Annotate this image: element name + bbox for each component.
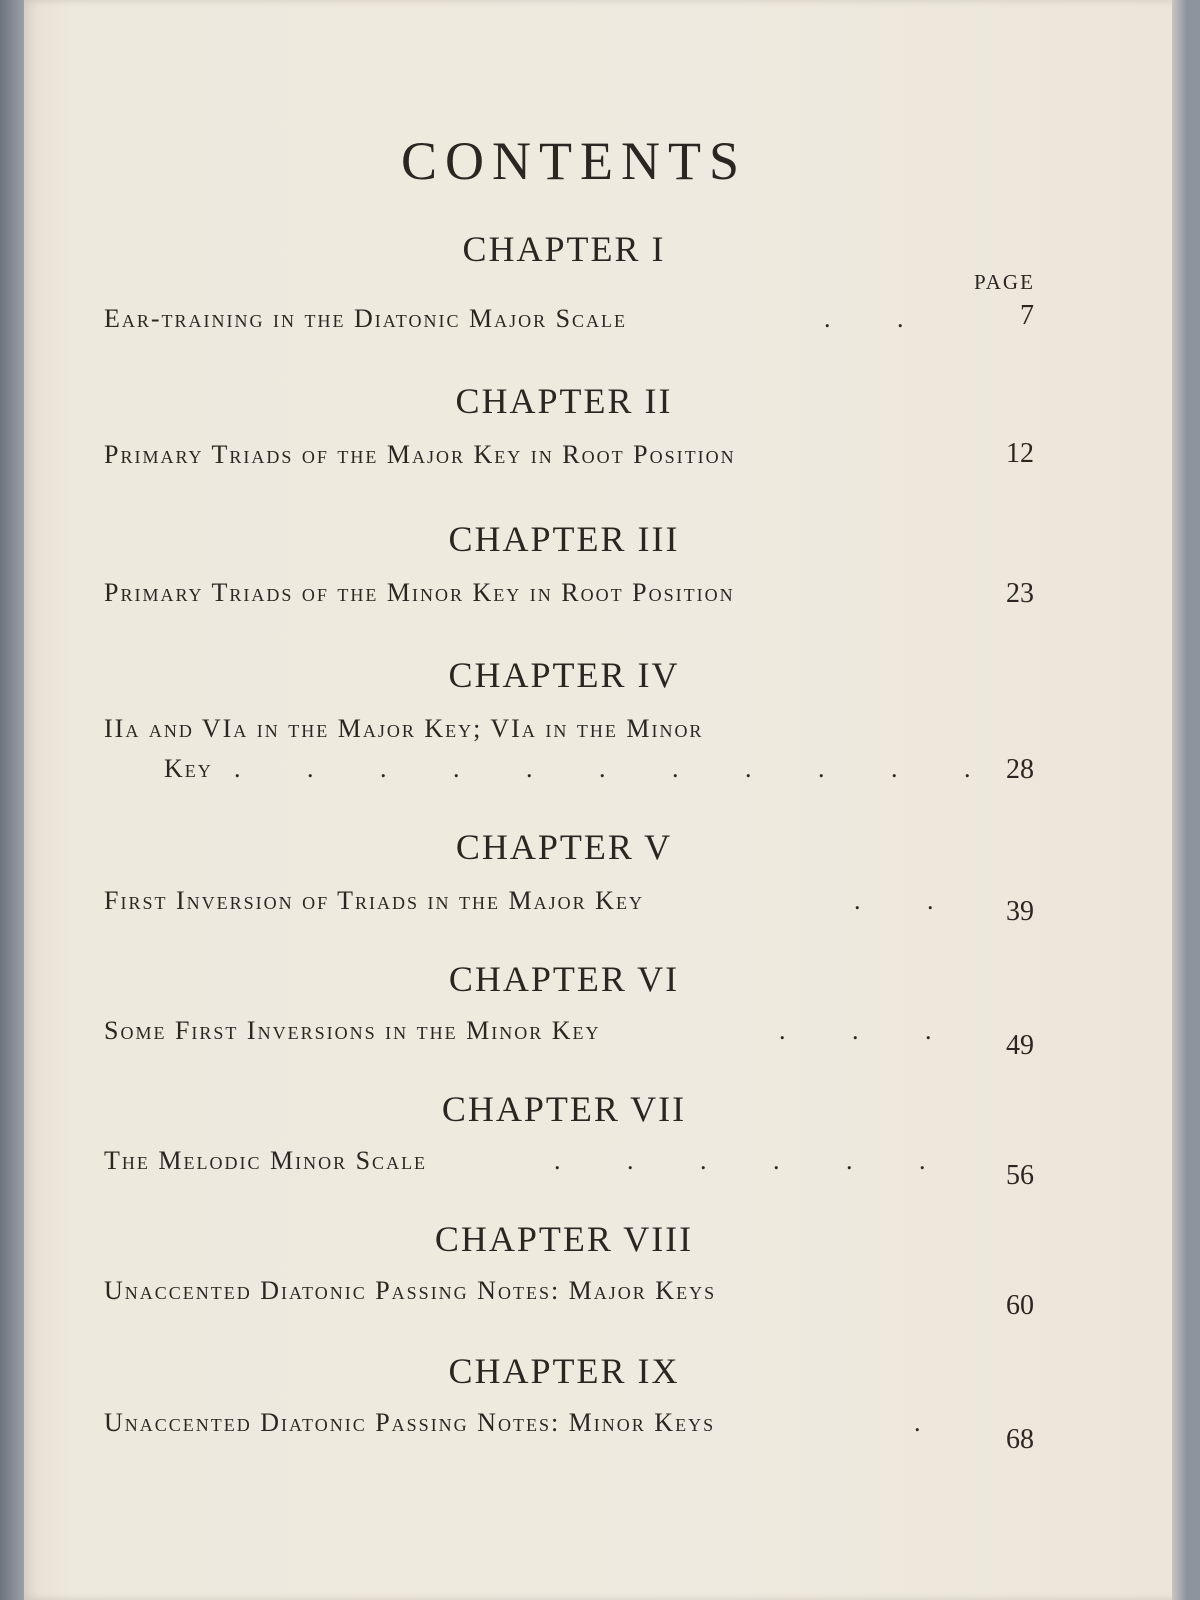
page-number: 39 xyxy=(1006,896,1034,927)
dot-leader: . xyxy=(914,1408,951,1437)
chapter-title: Ear-training in the Diatonic Major Scale xyxy=(104,304,628,333)
page-number: 49 xyxy=(1006,1030,1034,1061)
page-edge xyxy=(1172,0,1186,1600)
chapter-title-continuation: Key xyxy=(164,754,213,783)
chapter-heading: CHAPTER I xyxy=(462,229,666,269)
chapter-title: First Inversion of Triads in the Major Key xyxy=(104,886,644,915)
dot-leader: . . . xyxy=(779,1016,962,1045)
chapter-title: Some First Inversions in the Minor Key xyxy=(104,1016,601,1045)
chapter-title: Primary Triads of the Minor Key in Root Position xyxy=(104,578,735,607)
chapter-heading: CHAPTER IV xyxy=(448,655,680,695)
chapter-heading: CHAPTER III xyxy=(448,519,680,559)
chapter-heading: CHAPTER VIII xyxy=(434,1219,694,1259)
chapter-title: The Melodic Minor Scale xyxy=(104,1146,428,1175)
chapter-heading: CHAPTER IX xyxy=(448,1351,680,1391)
chapter-heading: CHAPTER VII xyxy=(441,1089,687,1129)
page-number: 28 xyxy=(1006,754,1034,785)
dot-leader: . . xyxy=(854,886,964,915)
book-spine-shadow xyxy=(0,0,24,1600)
dot-leader: . . xyxy=(824,304,934,333)
dot-leader: . . . . . . . . . . . xyxy=(234,754,1001,783)
page-number: 23 xyxy=(1006,578,1034,609)
chapter-title: Unaccented Diatonic Passing Notes: Major Keys xyxy=(104,1276,717,1305)
chapter-title: Unaccented Diatonic Passing Notes: Minor Keys xyxy=(104,1408,716,1437)
chapter-title: IIa and VIa in the Major Key; VIa in the Minor xyxy=(104,714,704,743)
chapter-title: Primary Triads of the Major Key in Root Position xyxy=(104,440,736,469)
page-number: 60 xyxy=(1006,1290,1034,1321)
page-column-label: PAGE xyxy=(974,270,1035,294)
page-number: 56 xyxy=(1006,1160,1034,1191)
chapter-heading: CHAPTER II xyxy=(455,381,673,421)
dot-leader: . . . . . . xyxy=(554,1146,956,1175)
page-title: CONTENTS xyxy=(401,131,747,191)
page-number: 7 xyxy=(1020,300,1034,331)
book-page xyxy=(24,0,1186,1600)
page-number: 12 xyxy=(1006,438,1034,469)
chapter-heading: CHAPTER VI xyxy=(448,959,680,999)
page-number: 68 xyxy=(1006,1424,1034,1455)
chapter-heading: CHAPTER V xyxy=(455,827,673,867)
